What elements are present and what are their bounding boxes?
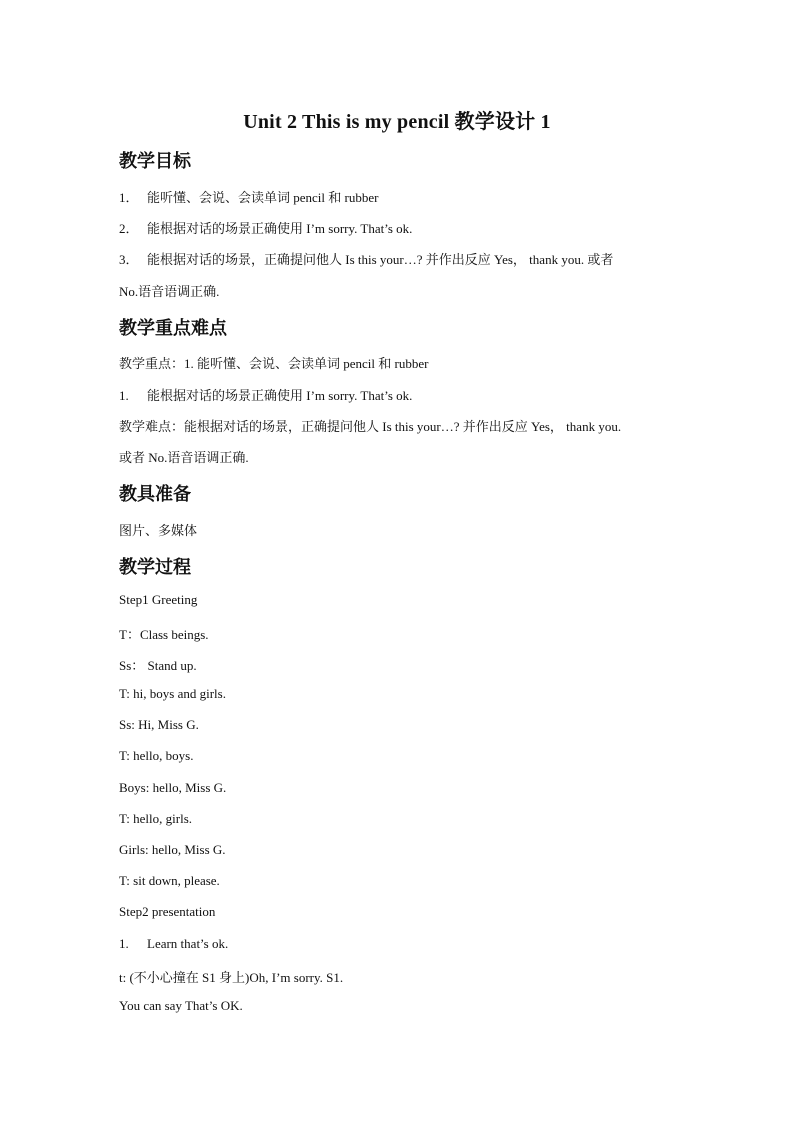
process-line: Girls: hello, Miss G. (119, 842, 226, 857)
objective-continuation: No.语音语调正确. (119, 284, 220, 299)
objective-item-1 (119, 187, 378, 206)
process-line-you: You can say That’s OK. (119, 998, 243, 1013)
process-line: Ss: Hi, Miss G. (119, 717, 199, 732)
process-line: T: hello, girls. (119, 811, 193, 826)
materials-text: 图片、多媒体 (119, 523, 198, 538)
process-line: Ss： Stand up. (119, 658, 197, 673)
objective-number: 3． (119, 252, 139, 267)
objective-text: 能根据对话的场景，正确提问他人 Is this your…? 并作出反应 Yes， thank you. 或者 (147, 252, 614, 267)
objective-text: 能听懂、会说、会读单词 pencil 和 rubber (147, 190, 379, 205)
process-line: T: hi, boys and girls. (119, 686, 226, 701)
process-line: T：Class beings. (119, 627, 209, 642)
objective-item-3 (119, 249, 613, 268)
process-line: Step2 presentation (119, 904, 216, 919)
key-point-text: 能根据对话的场景正确使用 I’m sorry. That’s ok. (147, 388, 413, 403)
difficulty-line-1: 教学难点：能根据对话的场景，正确提问他人 Is this your…? 并作出反应 Yes， thank you. (119, 419, 622, 434)
process-sub-number: 1. (119, 936, 129, 951)
process-line-teacher: t: (不小心撞在 S1 身上)Oh, I’m sorry. S1. (119, 970, 344, 985)
objective-number: 2． (119, 221, 139, 236)
objective-number: 1． (119, 190, 139, 205)
key-point-line-1: 教学重点：1. 能听懂、会说、会读单词 pencil 和 rubber (119, 356, 429, 371)
objective-text: 能根据对话的场景正确使用 I’m sorry. That’s ok. (147, 221, 413, 236)
heading-objectives: 教学目标 (119, 151, 191, 171)
process-sub-item (119, 936, 228, 952)
objective-item-2 (119, 218, 412, 237)
heading-key-points: 教学重点难点 (119, 318, 227, 338)
heading-process: 教学过程 (119, 557, 191, 577)
document-title: Unit 2 This is my pencil 教学设计 1 (243, 111, 551, 133)
process-line: Boys: hello, Miss G. (119, 780, 227, 795)
difficulty-line-2: 或者 No.语音语调正确. (119, 450, 249, 465)
process-line: Step1 Greeting (119, 592, 198, 607)
process-line: T: sit down, please. (119, 873, 220, 888)
key-point-line-2 (119, 385, 412, 404)
process-sub-text: Learn that’s ok. (147, 936, 229, 951)
key-point-number: 1. (119, 388, 129, 403)
process-line: T: hello, boys. (119, 748, 194, 763)
heading-materials: 教具准备 (119, 484, 191, 504)
